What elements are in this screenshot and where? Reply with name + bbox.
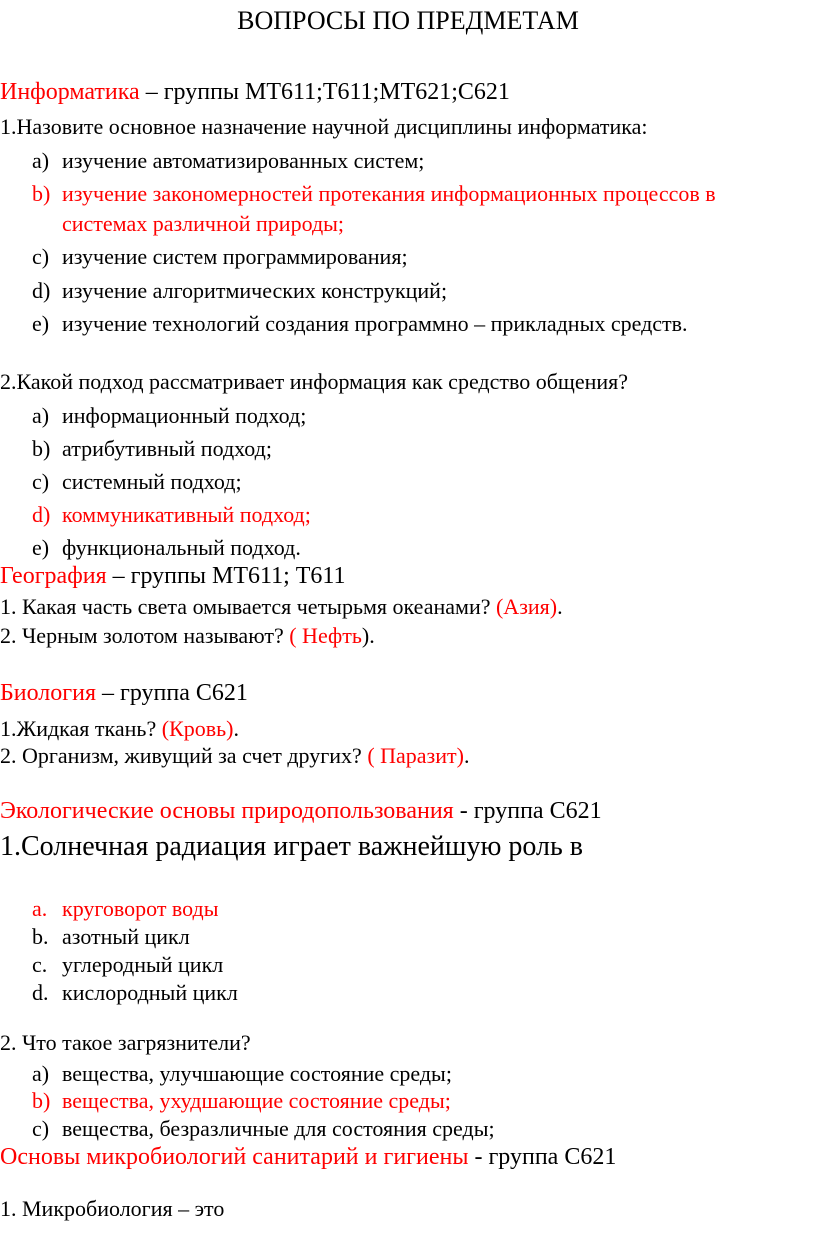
section-heading-informatics (0, 80, 510, 104)
answer: ( Паразит) (367, 743, 464, 768)
question-informatics-2: 2.Какой подход рассматривает информация как средство общения? (0, 369, 629, 394)
option-text: изучение автоматизированных систем; (62, 148, 425, 173)
option-text: изучение алгоритмических конструкций; (62, 278, 448, 303)
subject-microbiology: Основы микробиологий санитарий и гигиены (0, 1144, 469, 1170)
option-text: функциональный подход. (62, 535, 301, 560)
option-text: коммуникативный подход; (62, 502, 311, 527)
option-text: вещества, безразличные для состояния среды; (62, 1116, 495, 1141)
section-heading-biology (0, 681, 248, 705)
option-text: кислородный цикл (62, 980, 238, 1005)
groups-microbiology: - группа С621 (468, 1144, 617, 1170)
option-text: вещества, улучшающие состояние среды; (62, 1061, 452, 1086)
question-text: 1. Какая часть света омывается четырьмя океанами? (0, 594, 496, 619)
question-ecology-1: 1.Солнечная радиация играет важнейшую роль в (0, 831, 583, 862)
groups-geography: – группы МТ611; Т611 (106, 563, 346, 589)
question-text: 2. Черным золотом называют? (0, 623, 290, 648)
page-title: ВОПРОСЫ ПО ПРЕДМЕТАМ (237, 6, 579, 35)
question-tail: . (463, 743, 470, 768)
option-marker: b) (32, 181, 51, 206)
question-tail: . (557, 594, 563, 619)
option-text: изучение технологий создания программно – прикладных средств. (62, 311, 688, 336)
question-text: 2. Организм, живущий за счет других? (0, 743, 368, 768)
option-marker: a) (32, 1061, 50, 1086)
groups-informatics: – группы МТ611;Т611;МТ621;С621 (139, 79, 510, 105)
option-marker: c. (32, 952, 48, 977)
option-marker: b) (32, 1088, 51, 1113)
option-marker: c) (32, 244, 50, 269)
option-marker: d. (32, 980, 49, 1005)
option-text: информационный подход; (62, 403, 307, 428)
question-informatics-1: 1.Назовите основное назначение научной дисциплины информатика: (0, 114, 648, 139)
option-marker: e) (32, 311, 50, 336)
option-text: азотный цикл (62, 924, 190, 949)
option-text: круговорот воды (62, 896, 219, 921)
answer: (Азия) (495, 594, 558, 619)
question-tail: . (233, 716, 239, 741)
option-marker: b) (32, 436, 51, 461)
question-biology-1 (0, 718, 239, 740)
option-marker: b. (32, 924, 49, 949)
subject-geography: География (0, 563, 107, 589)
subject-ecology: Экологические основы природопользования (0, 798, 454, 824)
option-text: атрибутивный подход; (62, 436, 272, 461)
question-text: 1.Жидкая ткань? (0, 716, 162, 741)
option-marker: a) (32, 148, 50, 173)
subject-biology: Биология (0, 680, 97, 706)
question-ecology-2: 2. Что такое загрязнители? (0, 1030, 251, 1055)
option-text: углеродный цикл (62, 952, 224, 977)
option-text: вещества, ухудшающие состояние среды; (62, 1088, 451, 1113)
option-marker: a) (32, 403, 50, 428)
question-microbiology-1: 1. Микробиология – это (0, 1196, 225, 1221)
question-geography-1 (0, 596, 563, 618)
option-text: изучение систем программирования; (62, 244, 408, 269)
groups-ecology: - группа С621 (453, 798, 602, 824)
answer: (Кровь) (161, 716, 234, 741)
option-text: изучение закономерностей протекания информационных процессов в (62, 181, 716, 206)
section-heading-microbiology (0, 1145, 616, 1169)
option-marker: d) (32, 278, 51, 303)
section-heading-ecology (0, 799, 602, 823)
option-text: системах различной природы; (62, 211, 345, 236)
option-text: системный подход; (62, 469, 242, 494)
groups-biology: – группа С621 (96, 680, 248, 706)
option-marker: a. (32, 896, 48, 921)
option-marker: d) (32, 502, 51, 527)
question-biology-2 (0, 745, 469, 767)
section-heading-geography (0, 564, 346, 588)
question-tail: ). (361, 623, 375, 648)
question-geography-2 (0, 625, 375, 647)
option-marker: c) (32, 469, 50, 494)
option-marker: c) (32, 1116, 50, 1141)
option-marker: e) (32, 535, 50, 560)
answer: ( Нефть (289, 623, 362, 648)
subject-informatics: Информатика (0, 79, 140, 105)
